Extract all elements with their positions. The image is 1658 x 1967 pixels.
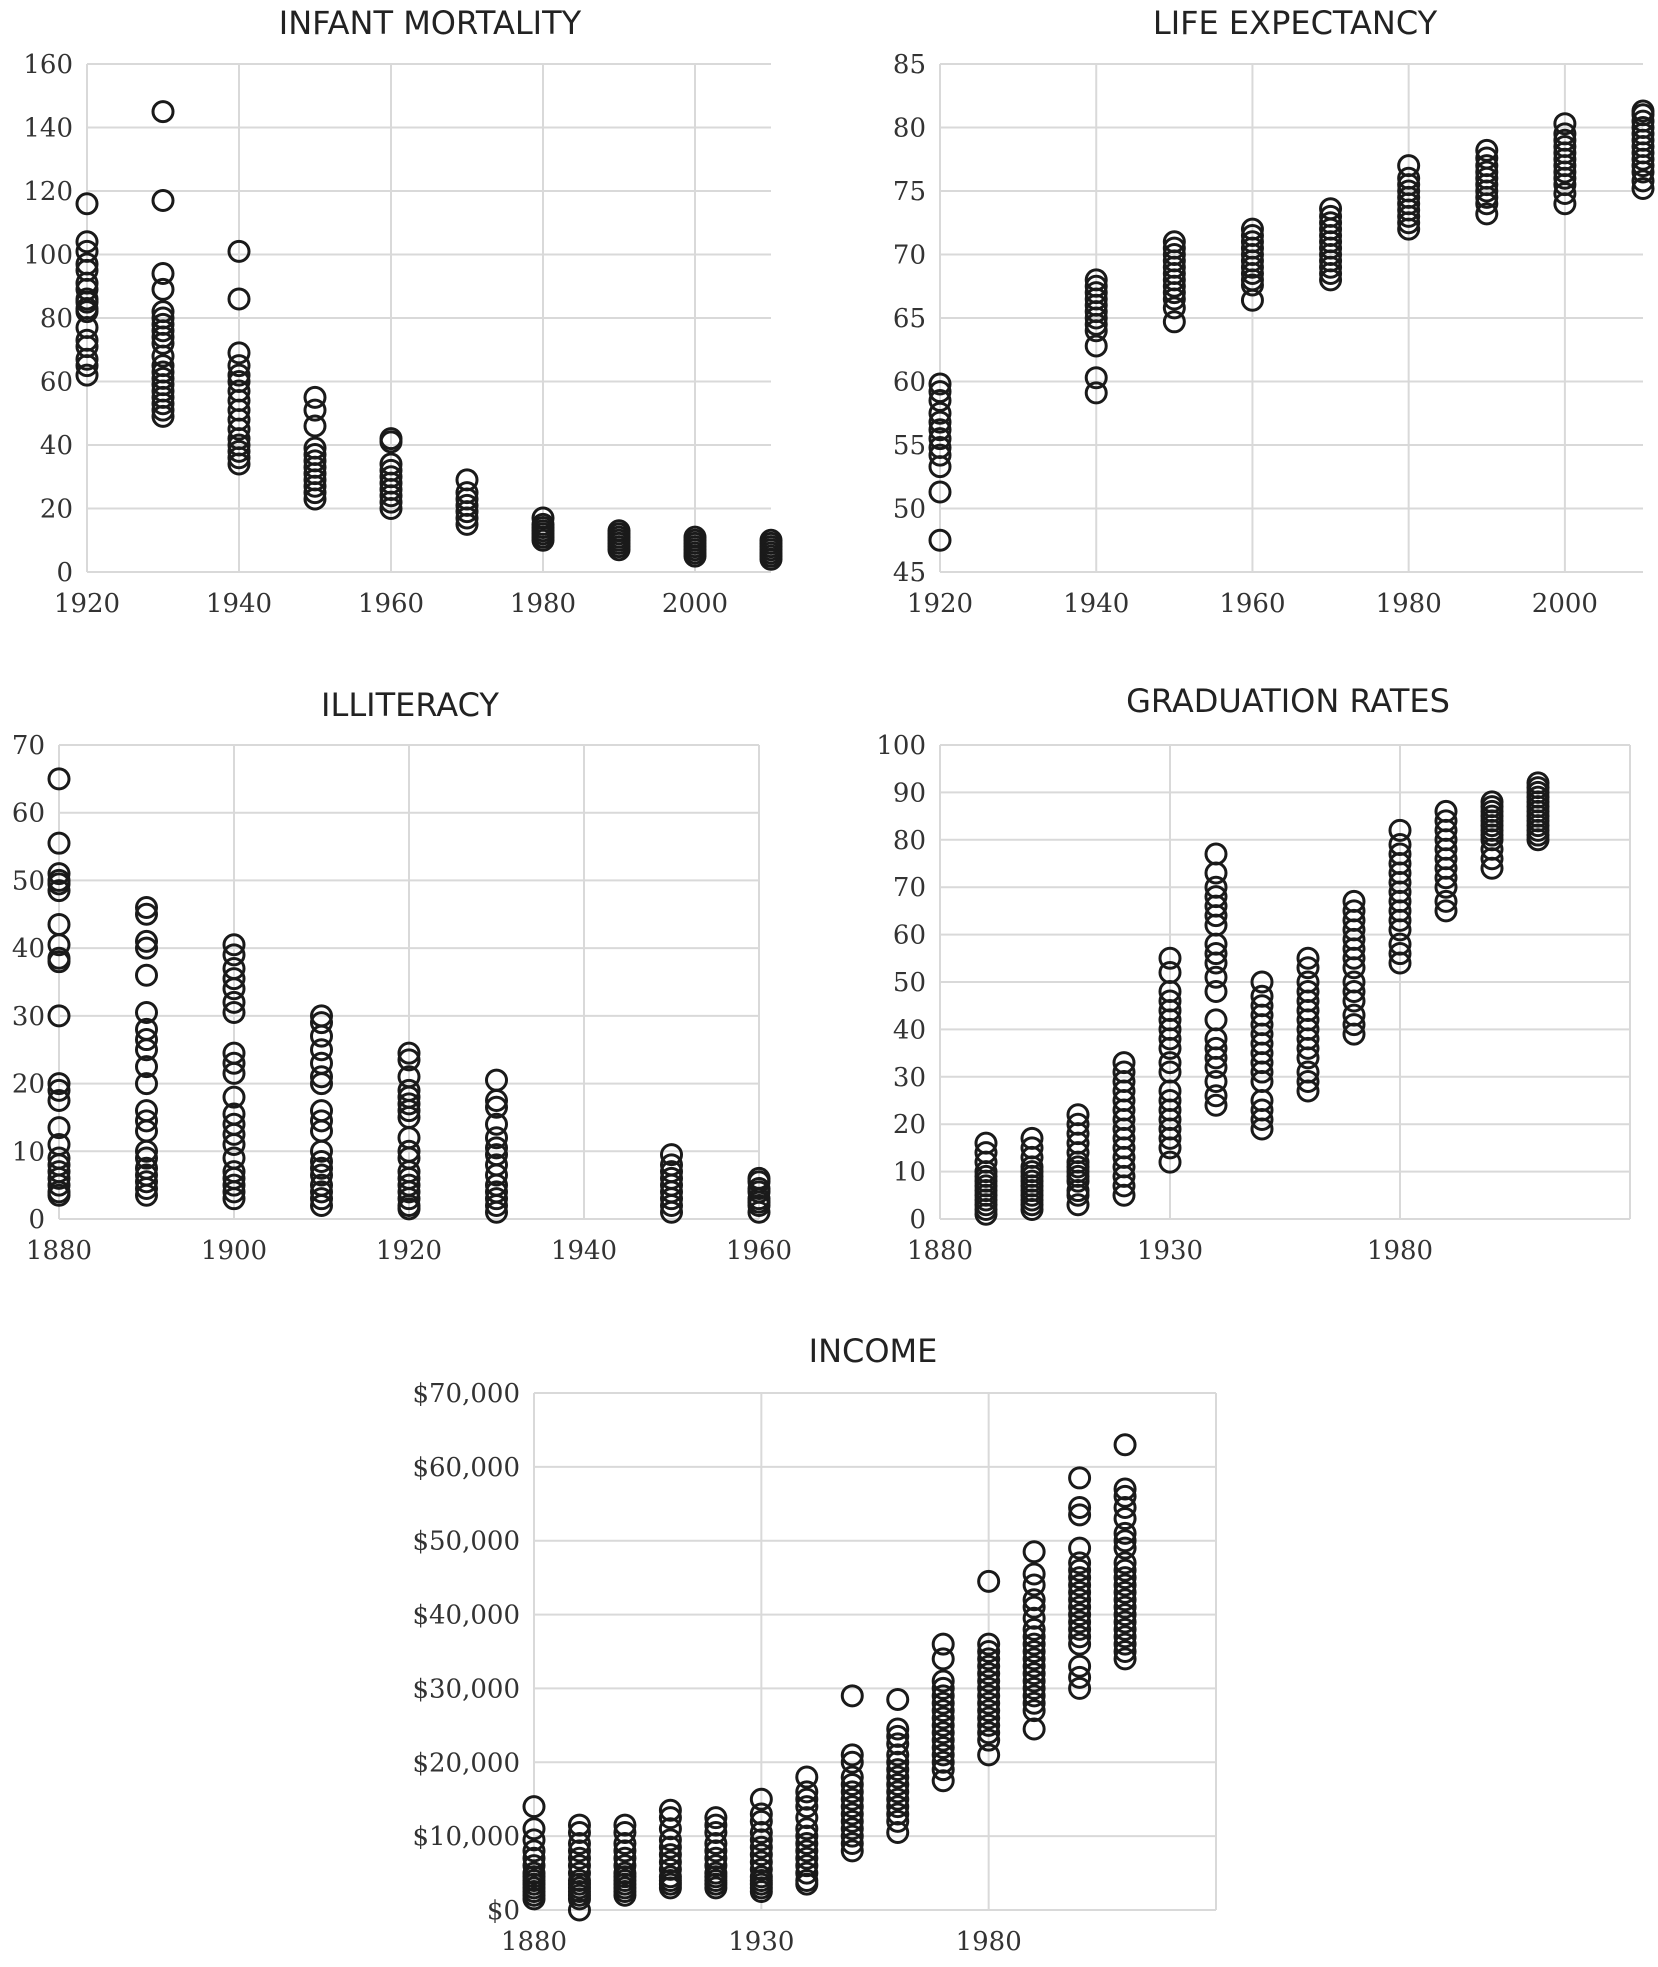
y-tick-label: 160: [23, 50, 73, 80]
y-tick-label: 70: [892, 240, 926, 271]
y-tick-label: 55: [892, 431, 926, 461]
data-point: [1115, 1435, 1135, 1455]
data-point: [1164, 312, 1184, 332]
x-tick-label: 1920: [375, 1236, 443, 1266]
y-tick-label: 0: [56, 558, 73, 588]
life-expectancy-chart: [893, 4, 1653, 619]
data-point: [888, 1690, 908, 1710]
y-tick-label: $10,000: [412, 1822, 520, 1853]
illiteracy-chart: [12, 686, 792, 1266]
y-tick-label: 50: [11, 866, 45, 897]
y-tick-label: 80: [892, 113, 926, 144]
y-tick-label: 20: [11, 1069, 45, 1100]
x-tick-label: 1980: [955, 1927, 1022, 1957]
y-tick-label: 45: [892, 558, 926, 588]
x-tick-label: 1930: [728, 1927, 795, 1957]
y-tick-label: 60: [39, 367, 73, 398]
y-tick-label: $70,000: [412, 1379, 520, 1409]
data-point: [1206, 844, 1226, 864]
chart-title: INFANT MORTALITY: [278, 4, 582, 42]
y-tick-label: $0: [486, 1896, 520, 1926]
y-tick-label: 60: [892, 367, 926, 398]
data-point: [487, 1070, 507, 1090]
x-tick-label: 1880: [25, 1236, 93, 1266]
y-tick-label: 0: [909, 1205, 926, 1235]
x-tick-label: 1960: [1219, 589, 1286, 619]
data-point: [153, 191, 173, 211]
y-tick-label: 40: [11, 934, 45, 965]
y-tick-label: $40,000: [412, 1600, 520, 1631]
x-tick-label: 2000: [661, 589, 729, 619]
x-tick-label: 1940: [1063, 589, 1130, 619]
y-tick-label: 50: [892, 968, 926, 998]
y-tick-label: $20,000: [412, 1748, 520, 1779]
y-tick-label: 100: [23, 240, 73, 271]
data-point: [1024, 1542, 1044, 1562]
y-tick-label: 85: [892, 50, 926, 80]
chart-title: LIFE EXPECTANCY: [1152, 4, 1438, 42]
y-tick-label: 70: [892, 873, 926, 904]
x-tick-label: 1980: [1366, 1236, 1434, 1266]
y-tick-label: 50: [892, 494, 926, 525]
x-tick-label: 1880: [906, 1236, 974, 1266]
y-tick-label: 140: [23, 113, 73, 144]
income-chart: [412, 1332, 1216, 1957]
x-tick-label: 1930: [1136, 1236, 1204, 1266]
y-tick-label: 10: [892, 1157, 926, 1188]
y-tick-label: 90: [892, 778, 926, 809]
data-point: [1206, 981, 1226, 1001]
y-tick-label: 60: [11, 798, 45, 829]
chart-title: GRADUATION RATES: [1126, 682, 1450, 720]
x-tick-label: 2000: [1531, 589, 1598, 619]
y-tick-label: $50,000: [412, 1526, 520, 1557]
y-tick-label: 20: [892, 1110, 926, 1141]
x-tick-label: 1960: [357, 589, 425, 619]
x-tick-label: 1980: [1375, 589, 1442, 619]
y-tick-label: 30: [11, 1001, 45, 1032]
data-point: [137, 965, 157, 985]
y-tick-label: 75: [892, 177, 926, 207]
data-point: [1070, 1468, 1090, 1488]
y-tick-label: 0: [28, 1205, 45, 1235]
x-tick-label: 1960: [725, 1236, 793, 1266]
y-tick-label: 10: [11, 1137, 45, 1168]
x-tick-label: 1940: [205, 589, 273, 619]
y-tick-label: $30,000: [412, 1674, 520, 1705]
x-tick-label: 1940: [550, 1236, 618, 1266]
y-tick-label: 70: [11, 731, 45, 761]
y-tick-label: 40: [39, 431, 73, 461]
x-tick-label: 1980: [509, 589, 577, 619]
x-tick-label: 1920: [906, 589, 974, 619]
y-tick-label: 100: [876, 731, 926, 761]
x-tick-label: 1920: [53, 589, 121, 619]
y-tick-label: 80: [39, 304, 73, 334]
y-tick-label: 30: [892, 1062, 926, 1093]
chart-title: INCOME: [808, 1332, 938, 1370]
y-tick-label: 60: [892, 920, 926, 951]
infant-mortality-chart: [23, 4, 781, 619]
chart-title: ILLITERACY: [321, 686, 499, 724]
y-tick-label: 40: [892, 1015, 926, 1046]
y-tick-label: $60,000: [412, 1452, 520, 1483]
y-tick-label: 120: [23, 177, 73, 207]
data-point: [153, 102, 173, 122]
x-tick-label: 1880: [500, 1927, 568, 1957]
data-point: [1206, 1010, 1226, 1030]
y-tick-label: 20: [39, 494, 73, 525]
x-tick-label: 1900: [200, 1236, 268, 1266]
graduation-rates-chart: [876, 682, 1630, 1266]
y-tick-label: 65: [892, 304, 926, 334]
y-tick-label: 80: [892, 825, 926, 856]
data-point: [933, 1649, 953, 1669]
